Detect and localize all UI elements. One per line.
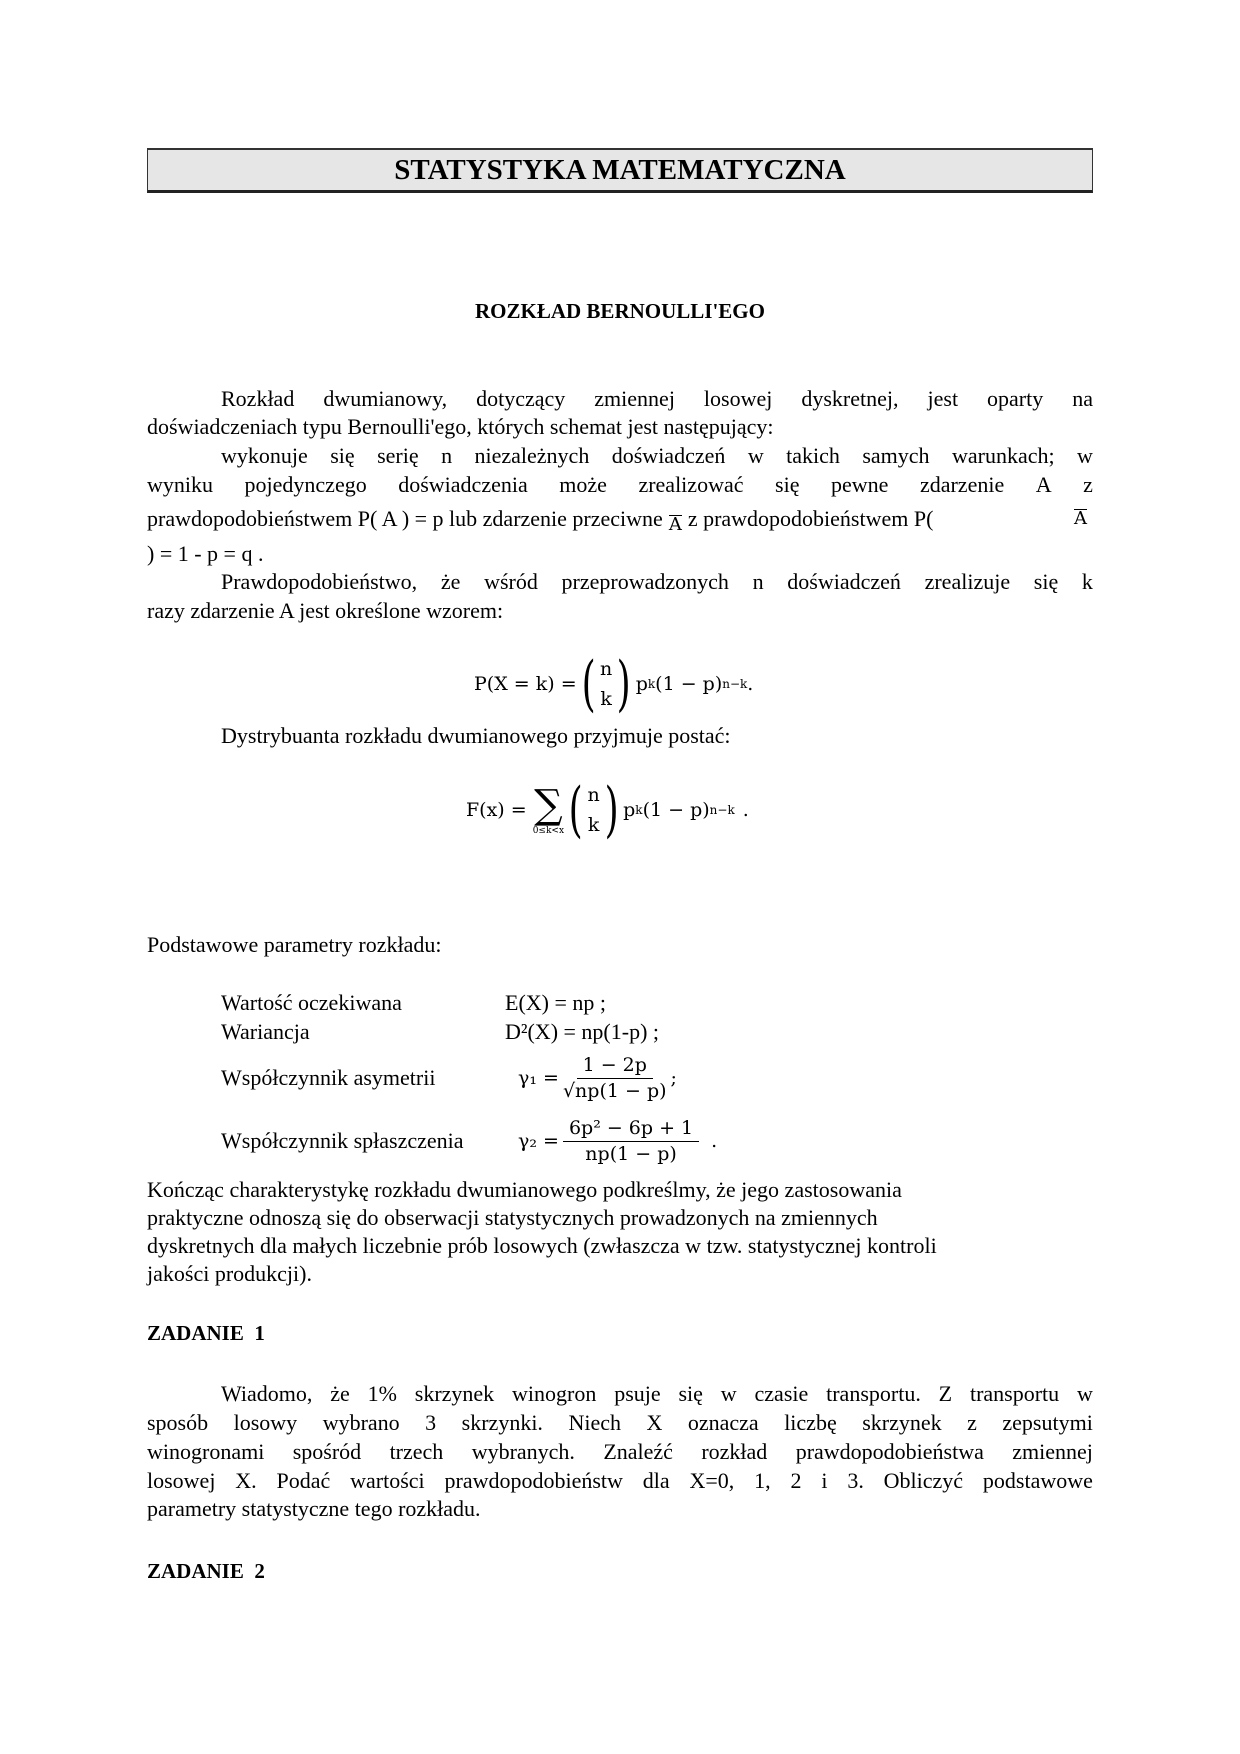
param-value: E(X) = np ; — [505, 990, 606, 1015]
word: losowej — [703, 386, 773, 411]
word: Niech — [568, 1410, 621, 1435]
word: winogronami — [147, 1439, 265, 1464]
conclusion-line: Kończąc charakterystykę rozkładu dwumianowego podkreślmy, że jego zastosowania — [147, 1177, 902, 1202]
word: wykonuje — [221, 443, 308, 468]
word: A — [1035, 472, 1052, 497]
word: niezależnych — [474, 443, 590, 468]
word: 3. — [847, 1468, 864, 1493]
complement-symbol: A — [1074, 509, 1087, 537]
binom-bottom: k — [587, 814, 600, 836]
gamma-symbol: γ₂ = — [518, 1130, 559, 1152]
exponent: k — [647, 677, 656, 691]
param-label: Współczynnik asymetrii — [221, 1065, 436, 1090]
word: zmiennej — [594, 386, 675, 411]
task-1-line — [147, 1467, 1093, 1495]
word: Podać — [276, 1468, 331, 1493]
word: transportu. — [826, 1381, 921, 1406]
word: 1, — [754, 1468, 771, 1493]
intro-line: ) = 1 - p = q . — [147, 541, 264, 566]
word: wybranych. — [471, 1439, 575, 1464]
formula-end: . — [742, 799, 749, 821]
word: Wiadomo, — [221, 1381, 313, 1406]
word: skrzynek — [862, 1410, 942, 1435]
word: serię — [377, 443, 419, 468]
param-label: Wartość oczekiwana — [221, 990, 402, 1015]
word: wartości — [350, 1468, 425, 1493]
right-paren: ) — [604, 775, 619, 845]
word: dyskretnej, — [801, 386, 899, 411]
word: doświadczenia — [398, 472, 528, 497]
word: że — [330, 1381, 350, 1406]
params-intro: Podstawowe parametry rozkładu: — [147, 932, 442, 957]
word: X. — [235, 1468, 257, 1493]
param-label: Współczynnik spłaszczenia — [221, 1128, 464, 1153]
word: n — [752, 569, 764, 594]
gamma-symbol: γ₁ = — [518, 1067, 559, 1089]
word: dla — [642, 1468, 670, 1493]
word: warunkach; — [951, 443, 1055, 468]
formula-end: . — [711, 1130, 718, 1152]
binom-top: n — [600, 658, 613, 680]
word: i — [821, 1468, 828, 1493]
word: w — [747, 443, 764, 468]
intro-text: prawdopodobieństwem P( A ) = p lub zdarzenie przeciwne — [147, 506, 663, 531]
intro-text: z prawdopodobieństwem P( — [687, 506, 934, 531]
word: zmiennej — [1012, 1439, 1093, 1464]
word: doświadczeń — [787, 569, 901, 594]
fraction-denominator: np(1 − p) — [585, 1142, 677, 1165]
conclusion-line: dyskretnych dla małych liczebnie prób losowych (zwłaszcza w tzw. statystycznej kontroli — [147, 1233, 937, 1258]
word: pewne — [831, 472, 889, 497]
intro-line — [147, 568, 1093, 596]
conclusion-line: jakości produkcji). — [147, 1261, 312, 1286]
formula-q: (1 − p) — [642, 799, 710, 821]
document-title: STATYSTYKA MATEMATYCZNA — [147, 148, 1093, 193]
intro-line-complement — [147, 505, 1093, 533]
word: prawdopodobieństwa — [795, 1439, 984, 1464]
word: pojedynczego — [244, 472, 367, 497]
task-1-line — [147, 1438, 1093, 1466]
word: podstawowe — [982, 1468, 1093, 1493]
word: wybrano — [322, 1410, 400, 1435]
word: samych — [862, 443, 930, 468]
word: że — [440, 569, 461, 594]
formula-p: p — [623, 799, 636, 821]
word: wyniku — [147, 472, 213, 497]
word: trzech — [389, 1439, 444, 1464]
word: 2 — [790, 1468, 802, 1493]
word: losowej — [147, 1468, 216, 1493]
formula-p: p — [635, 673, 648, 695]
param-value: D²(X) = np(1-p) ; — [505, 1019, 660, 1044]
intro-line — [147, 442, 1093, 470]
formula-end: . — [747, 673, 754, 695]
word: na — [1072, 386, 1093, 411]
word: doświadczeń — [611, 443, 726, 468]
formula-pmf — [474, 649, 754, 719]
word: zepsutymi — [1002, 1410, 1093, 1435]
word: zdarzenie — [919, 472, 1005, 497]
word: psuje — [614, 1381, 661, 1406]
task-1-line — [147, 1409, 1093, 1437]
word: oznacza — [687, 1410, 759, 1435]
word: z — [1083, 472, 1093, 497]
word: się — [678, 1381, 703, 1406]
word: n — [441, 443, 453, 468]
param-label: Wariancja — [221, 1019, 310, 1044]
formula-cdf — [466, 775, 749, 845]
word: jest — [927, 386, 959, 411]
word: w — [1077, 443, 1093, 468]
intro-line: razy zdarzenie A jest określone wzorem: — [147, 598, 504, 623]
word: rozkład — [701, 1439, 768, 1464]
word: X — [646, 1410, 663, 1435]
task-1-line: parametry statystyczne tego rozkładu. — [147, 1496, 481, 1521]
right-paren: ) — [616, 649, 632, 719]
word: Obliczyć — [883, 1468, 964, 1493]
word: skrzynki. — [461, 1410, 543, 1435]
word: winogron — [512, 1381, 597, 1406]
intro-line: doświadczeniach typu Bernoulli'ego, których schemat jest następujący: — [147, 414, 774, 439]
word: 3 — [425, 1410, 437, 1435]
fraction-numerator: 6p² − 6p + 1 — [563, 1116, 699, 1142]
task-1-line — [147, 1380, 1093, 1408]
word: k — [1081, 569, 1093, 594]
fraction-numerator: 1 − 2p — [577, 1053, 653, 1079]
intro-line — [147, 471, 1093, 499]
binomial-coefficient — [564, 775, 623, 845]
word: z — [967, 1410, 977, 1435]
word: wśród — [484, 569, 538, 594]
word: się — [1033, 569, 1059, 594]
cdf-intro: Dystrybuanta rozkładu dwumianowego przyjmuje postać: — [221, 723, 731, 748]
binom-top: n — [587, 784, 600, 806]
word: dotyczący — [476, 386, 566, 411]
exponent: k — [635, 803, 643, 817]
word: oparty — [987, 386, 1044, 411]
left-paren: ( — [581, 649, 596, 719]
word: Prawdopodobieństwo, — [221, 569, 418, 594]
word: Z — [938, 1381, 953, 1406]
task-1-heading: ZADANIE 1 — [147, 1321, 265, 1345]
word: zrealizuje — [924, 569, 1011, 594]
left-paren: ( — [568, 775, 583, 845]
word: się — [330, 443, 355, 468]
formula-end: ; — [670, 1067, 677, 1089]
complement-symbol: A — [668, 514, 682, 535]
word: czasie — [754, 1381, 809, 1406]
exponent: n−k — [722, 677, 748, 691]
word: zrealizować — [638, 472, 744, 497]
word: skrzynek — [414, 1381, 495, 1406]
formula-lhs: F(x) = — [466, 799, 527, 821]
sum-symbol: ∑ — [534, 782, 563, 828]
word: dwumianowy, — [323, 386, 448, 411]
word: spośród — [292, 1439, 362, 1464]
exponent: n−k — [709, 803, 735, 817]
fraction-denominator: √np(1 − p) — [562, 1079, 667, 1102]
task-2-heading: ZADANIE 2 — [147, 1559, 265, 1583]
formula-q: (1 − p) — [655, 673, 723, 695]
word: X=0, — [689, 1468, 735, 1493]
word: 1% — [367, 1381, 397, 1406]
word: może — [559, 472, 607, 497]
formula-skewness — [518, 1050, 677, 1106]
word: w — [720, 1381, 737, 1406]
word: losowy — [233, 1410, 298, 1435]
word: liczbę — [784, 1410, 837, 1435]
formula-kurtosis — [518, 1113, 717, 1169]
word: w — [1077, 1381, 1093, 1406]
intro-line — [147, 385, 1093, 413]
word: transportu — [969, 1381, 1060, 1406]
word: się — [775, 472, 800, 497]
binom-bottom: k — [600, 688, 612, 710]
formula-lhs: P(X = k) = — [474, 673, 577, 695]
sum-range: 0≤k<x — [532, 826, 565, 836]
word: takich — [786, 443, 840, 468]
word: Znaleźć — [603, 1439, 673, 1464]
word: przeprowadzonych — [561, 569, 729, 594]
section-title: ROZKŁAD BERNOULLI'EGO — [475, 299, 765, 323]
binomial-coefficient — [577, 649, 636, 719]
word: sposób — [147, 1410, 209, 1435]
word: prawdopodobieństw — [444, 1468, 623, 1493]
word: Rozkład — [221, 386, 295, 411]
conclusion-line: praktyczne odnoszą się do obserwacji statystycznych prowadzonych na zmiennych — [147, 1205, 878, 1230]
